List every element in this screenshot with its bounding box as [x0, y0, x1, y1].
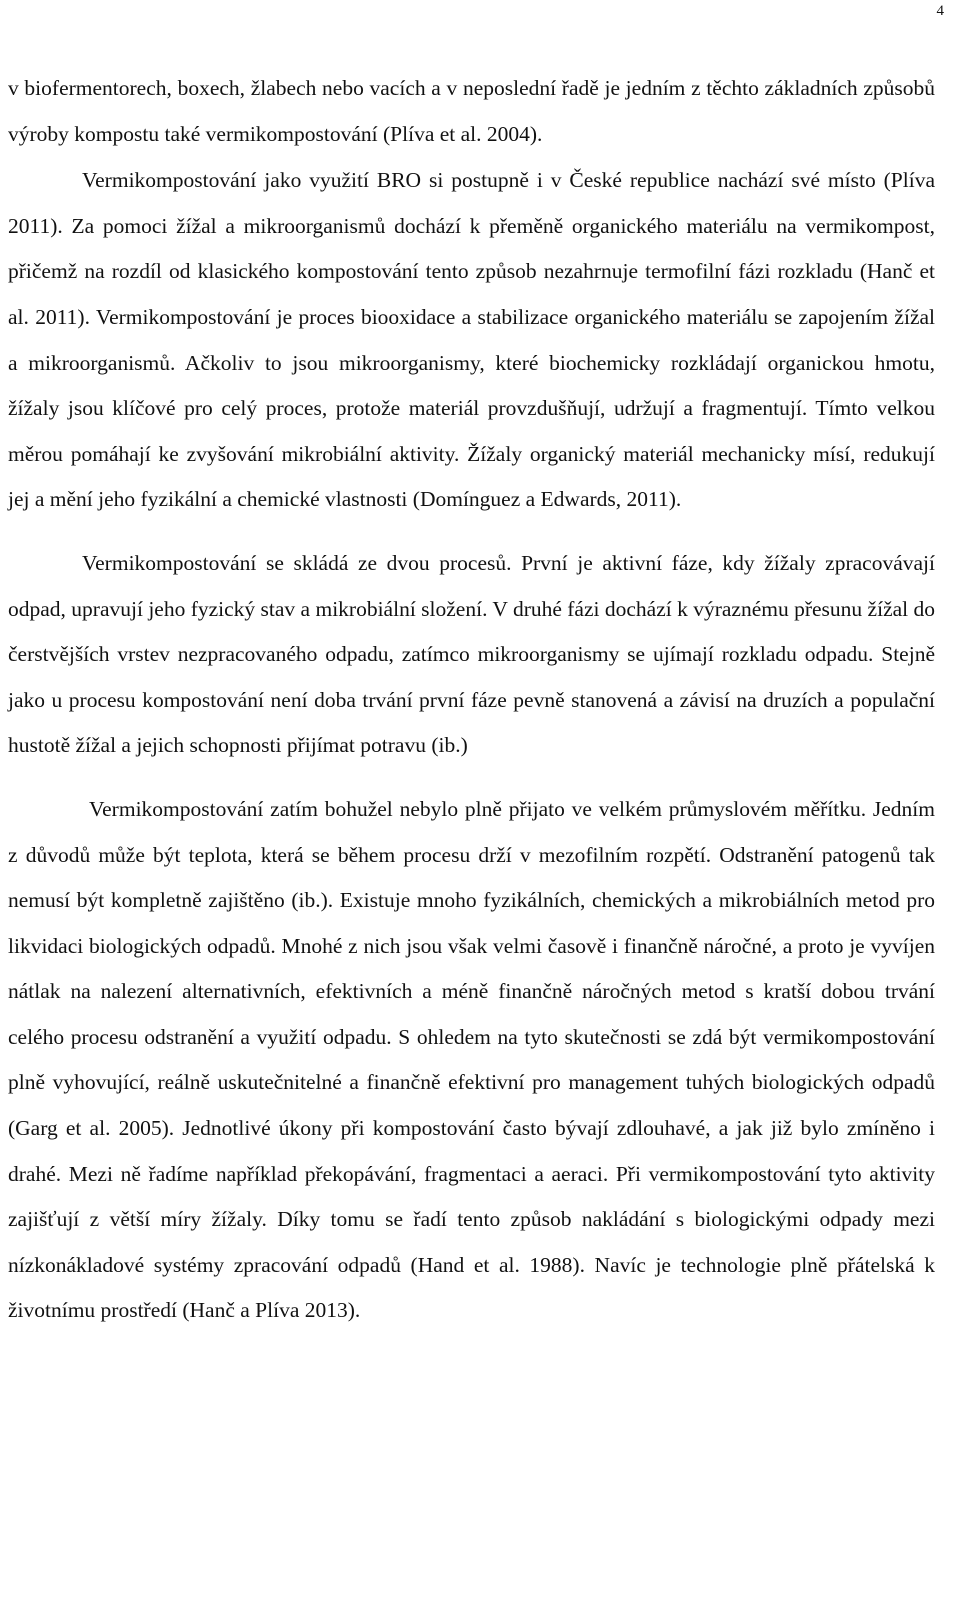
paragraph-4: Vermikompostování zatím bohužel nebylo plně přijato ve velkém průmyslovém měřítku. Jedním z důvodů může být teplota, která se během procesu drží v mezofilním rozpětí. Odstranění patogenů tak nemusí být kompletně zajištěno (ib.). Existuje mnoho fyzikálních, chemických a mikrobiálních metod pro likvidaci biologických odpadů. Mnohé z nich jsou však velmi časově i finančně náročné, a proto je vyvíjen nátlak na nalezení alternativních, efektivních a méně finančně náročných metod s kratší dobou trvání celého procesu odstranění a využití odpadu. S ohledem na tyto skutečnosti se zdá být vermikompostování plně vyhovující, reálně uskutečnitelné a finančně efektivní pro management tuhých biologických odpadů (Garg et al. 2005). Jednotlivé úkony při kompostování často bývají zdlouhavé, a jak již bylo zmíněno i drahé. Mezi ně řadíme například překopávání, fragmentaci a aeraci. Při vermikompostování tyto aktivity zajišťují z větší míry žížaly. Díky tomu se řadí tento způsob nakládání s biologickými odpady mezi nízkonákladové systémy zpracování odpadů (Hand et al. 1988). Navíc je technologie plně přátelská k životnímu prostředí (Hanč a Plíva 2013).: [8, 796, 935, 1323]
paragraph-3: Vermikompostování se skládá ze dvou procesů. První je aktivní fáze, kdy žížaly zpracovávají odpad, upravují jeho fyzický stav a mikrobiální složení. V druhé fázi dochází k výraznému přesunu žížal do čerstvějších vrstev nezpracovaného odpadu, zatímco mikroorganismy se ujímají rozkladu odpadu. Stejně jako u procesu kompostování není doba trvání první fáze pevně stanovená a závisí na druzích a populační hustotě žížal a jejich schopnosti přijímat potravu (ib.): [8, 550, 935, 758]
page-number: 4: [936, 3, 944, 19]
document-body: [8, 66, 935, 1334]
paragraph-2: Vermikompostování jako využití BRO si postupně i v České republice nachází své místo (Plíva 2011). Za pomoci žížal a mikroorganismů dochází k přeměně organického materiálu na vermikompost, přičemž na rozdíl od klasického kompostování tento způsob nezahrnuje termofilní fázi rozkladu (Hanč et al. 2011). Vermikompostování je proces biooxidace a stabilizace organického materiálu se zapojením žížal a mikroorganismů. Ačkoliv to jsou mikroorganismy, které biochemicky rozkládají organickou hmotu, žížaly jsou klíčové pro celý proces, protože materiál provzdušňují, udržují a fragmentují. Tímto velkou měrou pomáhají ke zvyšování mikrobiální aktivity. Žížaly organický materiál mechanicky mísí, redukují jej a mění jeho fyzikální a chemické vlastnosti (Domínguez a Edwards, 2011).: [8, 168, 935, 512]
paragraph-1: v biofermentorech, boxech, žlabech nebo vacích a v neposlední řadě je jedním z těchto základních způsobů výroby kompostu také vermikompostování (Plíva et al. 2004).: [8, 76, 935, 146]
